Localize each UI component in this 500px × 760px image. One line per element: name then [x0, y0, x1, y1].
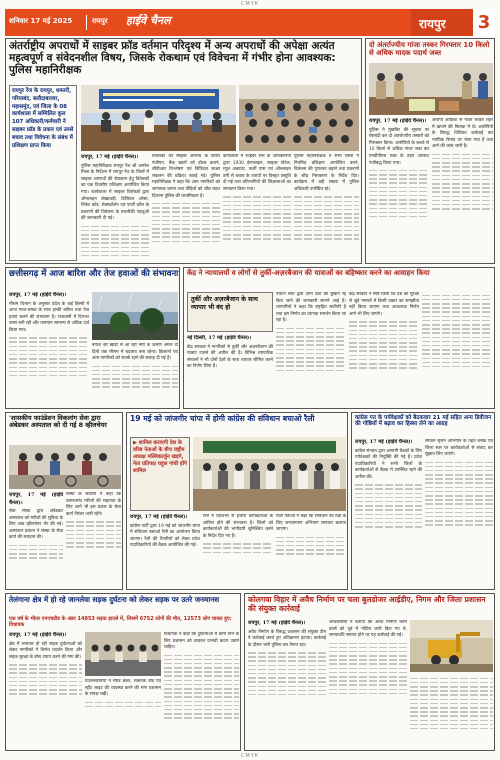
weather-column-1	[9, 292, 89, 406]
ganja-headline: दो अंतर्राज्यीय गांजा तस्कर गिरफ्तार 10 किलो से अधिक मादक पदार्थ जब्त	[369, 41, 490, 57]
weather-column-2	[92, 343, 178, 406]
lead-column-3	[223, 154, 291, 262]
rajbhasha-headline: कांग्रेस गत के पर्यवेक्षकों को बैठकवार 21 मई सहित अन्य डिवीजन की गोष्ठियों में बढ़ाव कर हिस्सा लेने का आग्रह	[355, 415, 492, 428]
coal-column-3	[410, 675, 493, 748]
rally-headline: 19 मई को जांजगीर चांपा में होगी कांग्रेस की संविधान बचाओ रैली	[130, 414, 315, 423]
rally-column-1-text: कांग्रेस पार्टी द्वारा 19 मई को जांजगीर चांपा में संविधान बचाओ रैली का आयोजन किया जाएगा। रैली की तैयारियों को लेकर प्रदेश पदाधिकारियों की बैठक आयोजित की गई।	[130, 523, 200, 549]
rally-column-3-text: पार्टी नेताओं ने कहा कि संविधान की रक्षा के लिए जनजागरण अभियान लगातार चलाया जाएगा।	[276, 514, 346, 533]
lead-headline: अंतर्राष्ट्रीय अपराधों में साइबर फ्रॉड वर्तमान परिदृश्य में अन्य अपराधों की अपेक्षा अत्यंत महत्वपूर्ण व संवेदनशील विषय, जिसके रोकथाम एवं विवेचना में गंभीर होना आवश्यक: पुलिस महानिरीक्षक	[9, 40, 336, 76]
telangana-subheadline: एक वर्ष के भीतर एनएचडीड के अंडर 14853 सड़क हादसे में, जिसमें 6752 लोगों की मौत, 12573 लोग घायल हुए: विधायक	[9, 616, 232, 628]
edition-city: रायपुर	[92, 17, 108, 25]
foundation-column-2-text: संस्था के सदस्यों ने कहा कि जरूरतमंद मरीजों की सहायता के लिए आगे भी इस प्रकार के सेवा कार्य निरंतर जारी रहेंगे।	[66, 492, 121, 517]
lead-column-1	[81, 154, 149, 262]
telangana-column-3	[164, 632, 239, 748]
rajbhasha-column-1-text: कांग्रेस संगठन द्वारा आगामी बैठकों के लिए पर्यवेक्षकों की नियुक्ति की गई है। प्रदेश पदाधिकारियों ने सभी जिलों के कार्यकर्ताओं से बैठक में उपस्थित रहने की अपील की।	[355, 448, 422, 480]
weather-photo	[92, 292, 178, 340]
telangana-headline: तेलंगाना क्षेत्र में हो रहे जानलेवा सड़क दुर्घटना को लेकर सड़क पर उतरे जनमानस	[9, 595, 220, 604]
centre-column-2	[276, 292, 346, 406]
print-registration-mark-bottom: CMYK	[240, 753, 260, 759]
coal-story	[244, 593, 495, 751]
page-masthead	[5, 9, 495, 36]
telangana-column-2	[85, 679, 161, 748]
coal-column-1-text: अवैध निर्माण के विरुद्ध प्रशासन की संयुक्त टीम ने कार्रवाई करते हुए अतिक्रमण हटाया। कार्रवाई के दौरान भारी पुलिस बल तैनात रहा।	[248, 629, 326, 648]
weather-column-1-text: मौसम विभाग के अनुसार प्रदेश के कई हिस्सों में आज गरज-चमक के साथ हल्की बारिश तथा तेज हवाएं चलने की संभावना है। राजधानी में दिनभर उमस बनी रही और तापमान सामान्य से अधिक दर्ज किया गया।	[9, 301, 89, 333]
rajbhasha-column-1	[355, 439, 422, 587]
coal-headline: कोलगवा विहार में अवैध निर्माण पर चला बुलडोजर आईडीए, निगम और जिला प्रशासन की संयुक्त कार्रवाई	[248, 595, 486, 613]
lead-story	[5, 38, 362, 264]
centre-column-1	[187, 335, 273, 406]
coal-column-2-text: अधिकारियों ने बताया कि अवैध निर्माण करने वालों को पूर्व में नोटिस जारी किए गए थे, समयावधि समाप्त होने पर यह कार्रवाई की गई।	[329, 620, 407, 639]
lead-photo	[81, 85, 236, 151]
weather-headline: छत्तीसगढ़ में आज बारिश और तेज हवाओं की संभावना	[9, 269, 179, 279]
centre-box-title: तुर्की और अज़रबैजान के साथ व्यापार भी बंद हो	[191, 296, 258, 312]
page-number: 3	[473, 9, 495, 36]
lead-column-4-text: पुलिस महानिरीक्षक ने सभी जिलों में नियमित प्रशिक्षण आयोजित करने, विवेचना की गुणवत्ता बढ़ाने तथा प्रकरणों के शीघ्र निराकरण के निर्देश दिए। कार्यक्रम में बड़ी संख्या में पुलिस अधिकारी उपस्थित रहे।	[294, 154, 359, 193]
coal-byline: रायपुर, 17 मई (हाईवे चैनल)।	[248, 620, 306, 626]
lead-column-4	[294, 154, 359, 262]
centre-column-4	[422, 292, 492, 406]
ganja-story	[365, 38, 495, 264]
ganja-photo	[369, 63, 493, 115]
centre-headline: केंद्र ने न्यायालयों व लोगों से तुर्की-अज़रबैजान की यात्राओं का बहिष्कार करने का आवाहन किया	[187, 269, 430, 277]
foundation-byline: रायपुर, 17 मई (हाईवे चैनल)।	[9, 492, 63, 506]
ganja-column-1	[369, 118, 429, 261]
coal-column-1	[248, 620, 326, 748]
foundation-column-2	[66, 492, 121, 587]
rally-byline: रायपुर, 17 मई (हाईवे चैनल)।	[130, 514, 188, 520]
rally-sidebar	[130, 437, 190, 511]
lead-column-2	[152, 154, 220, 262]
rally-photo	[193, 437, 346, 511]
lead-column-2-text: विवेचकों को साइबर अपराध के त्वरित पंजीयन, बैंक खातों को होल्ड कराने, सीडीआर विश्लेषण एवं डिजिटल साक्ष्य संकलन की प्रक्रिया बताई गई। पुलिस महानिरीक्षक ने कहा कि आम नागरिकों को जागरूक करना तथा पीड़ितों को शीघ्र राहत दिलाना पुलिस की प्राथमिकता है।	[152, 154, 220, 199]
centre-boxout	[187, 292, 273, 332]
telangana-story	[5, 593, 241, 751]
masthead-divider	[86, 15, 87, 30]
telangana-byline: रायपुर, 17 मई (हाईवे चैनल)।	[9, 632, 67, 638]
ganja-column-1-text: पुलिस ने मुखबिर की सूचना पर घेराबंदी कर दो अंतर्राज्यीय तस्करों को गिरफ्तार किया। आरोपियों के कब्जे से 10 किलो से अधिक गांजा जब्त कर एनडीपीएस एक्ट के तहत अपराध पंजीबद्ध किया गया।	[369, 127, 429, 166]
centre-column-2-text: पर्यटन संघों द्वारा दोनों देशों की बुकिंग रद्द किए जाने की जानकारी सामने आई है। व्यापारियों ने कहा कि राष्ट्रहित सर्वोपरि है तथा इस निर्णय का व्यापक समर्थन किया जा रहा है।	[276, 292, 346, 324]
lead-highlight-box	[9, 85, 77, 261]
rajbhasha-story	[351, 412, 495, 590]
rajbhasha-column-2-text: संगठन सृजन अभियान के तहत ब्लॉक एवं जिला स्तर पर कार्यकर्ताओं से संवाद कर सुझाव लिए जाएंगे।	[425, 439, 493, 458]
rally-column-3	[276, 514, 346, 587]
lead-byline: रायपुर, 17 मई (हाईवे चैनल)।	[81, 154, 139, 160]
rally-story	[126, 412, 348, 590]
weather-byline: रायपुर, 17 मई (हाईवे चैनल)।	[9, 292, 67, 298]
section-name: रायपुर	[419, 17, 446, 31]
centre-column-3-text: केंद्र सरकार ने स्पष्ट किया कि देश की सुरक्षा से जुड़े मामलों में किसी प्रकार का समझौता नहीं किया जाएगा तथा आवश्यक निर्णय आगे भी लिए जाएंगे।	[349, 292, 419, 317]
foundation-column-1	[9, 492, 63, 587]
coal-photo	[410, 620, 493, 672]
lead-highlight-text: रायपुर रेंज के रायपुर, धमतरी, गरियाबंद, बलौदाबाजार, महासमुंद, एवं जिला के 08 कार्यशाला में सम्मिलित कुल 107 अधिकारी/कर्मचारी ने साइबर फ्रॉड के प्रकार एवं उनसे बचाव तथा विवेचना के संबंध में प्रशिक्षण प्राप्त किया	[12, 88, 74, 149]
telangana-column-1-text: क्षेत्र में लगातार हो रही सड़क दुर्घटनाओं को लेकर नागरिकों ने विरोध प्रदर्शन किया और सड़क सुरक्षा के ठोस उपाय करने की मांग की।	[9, 641, 82, 660]
foundation-column-1-text: सेवा संस्था द्वारा अंबेडकर अस्पताल को मरीजों की सुविधा के लिए आठ व्हीलचेयर भेंट की गई। अस्पताल प्रबंधन ने संस्था के सेवा कार्य की सराहना की।	[9, 509, 63, 541]
rally-column-2	[203, 514, 273, 587]
issue-date: शनिवार 17 मई 2025	[9, 17, 73, 25]
centre-story	[183, 267, 495, 409]
coal-column-2	[329, 620, 407, 748]
telangana-column-1	[9, 632, 82, 748]
rally-column-1	[130, 514, 200, 587]
section-banner	[411, 9, 495, 36]
rally-column-2-text: रैली में प्रदेशभर से हजारों कार्यकर्ताओं के शामिल होने की संभावना है। जिलों को कार्यकर्ताओं की भागीदारी सुनिश्चित करने के निर्देश दिए गए हैं।	[203, 514, 273, 539]
print-registration-mark: CMYK	[240, 1, 260, 7]
ganja-byline: रायपुर, 17 मई (हाईवे चैनल)।	[369, 118, 427, 124]
centre-byline: नई दिल्ली, 17 मई (हाईवे चैनल)।	[187, 335, 252, 341]
ganja-column-2-text: आरोपी ओडिशा से गांजा लाकर शहर में खपाने की फिराक में थे। आरोपियों के विरुद्ध विधिवत कार्रवाई कर न्यायिक रिमांड पर भेजा गया है तथा आगे की जांच जारी है।	[432, 118, 493, 150]
weather-story	[5, 267, 180, 409]
lead-column-1-text: पुलिस महानिरीक्षक रायपुर रेंज श्री अमरेश मिश्रा के निर्देशन में रायपुर रेंज के जिलों में साइबर अपराधों की रोकथाम हेतु विवेचकों का एक दिवसीय प्रशिक्षण आयोजित किया गया। कार्यशाला में साइबर विशेषज्ञों द्वारा ऑनलाइन धोखाधड़ी, डिजिटल अरेस्ट, निवेश फ्रॉड, सेक्सटॉर्शन एवं फर्जी कॉल के प्रकरणों की विवेचना के तकनीकी पहलुओं की जानकारी दी गई।	[81, 163, 149, 222]
newspaper-brand: हाईवे चैनल	[126, 14, 171, 27]
foundation-photo	[9, 445, 121, 489]
rally-sidebar-text: ▶ शामिल कराएगी देश के वरिष्ठ नेताओं के बीच राष्ट्रीय अध्यक्ष मल्लिकार्जुन खड़गे, नेता प्रतिपक्ष राहुल गांधी होंगे शामिल	[133, 440, 187, 475]
ganja-column-2	[432, 118, 493, 261]
weather-column-2-text: बंगाल की खाड़ी से आ रही नमी के कारण अगले दो दिनों तक मौसम में बदलाव बना रहेगा। किसानों एवं आम नागरिकों को सतर्क रहने की सलाह दी गई है।	[92, 343, 178, 362]
centre-column-1-text: केंद्र सरकार ने नागरिकों से तुर्की और अज़रबैजान की यात्राएं टालने की अपील की है। विभिन्न व्यापारिक संगठनों ने भी दोनों देशों के साथ व्यापार सीमित करने का निर्णय लिया है।	[187, 344, 273, 370]
centre-column-3	[349, 292, 419, 406]
lead-column-3-text: कार्यशाला में साइबर सेल के अधिकारियों द्वारा 1930 हेल्पलाइन, साइबर पोर्टल, म्यूल अकाउंट, फर्जी एप्स एवं ऑनलाइन ठगी से बचाव के उपायों पर विस्तृत प्रस्तुति दी गई तथा प्रतिभागियों की जिज्ञासाओं का समाधान किया गया।	[223, 154, 291, 193]
telangana-photo	[85, 632, 161, 676]
foundation-story	[5, 412, 123, 590]
telangana-column-3-text: विधायक ने कहा कि दुर्घटनाओं में कमी लाने के लिए प्रशासन को तत्काल प्रभावी कदम उठाने चाहिए।	[164, 632, 239, 651]
rajbhasha-column-2	[425, 439, 493, 587]
foundation-headline: 'शासकीय फाउंडेशन विकलांग सेवा द्वारा अंबेडकर अस्पताल को दी गई 8 व्हीलचेयर	[9, 414, 107, 430]
lead-photo-audience	[239, 85, 359, 151]
telangana-column-2-text: प्रदर्शनकारियों ने स्पीड ब्रेकर, संकेतक बोर्ड एवं स्ट्रीट लाइट की व्यवस्था करने की मांग प्रशासन के समक्ष रखी।	[85, 679, 161, 698]
rajbhasha-byline: रायपुर, 17 मई (हाईवे चैनल)।	[355, 439, 413, 445]
